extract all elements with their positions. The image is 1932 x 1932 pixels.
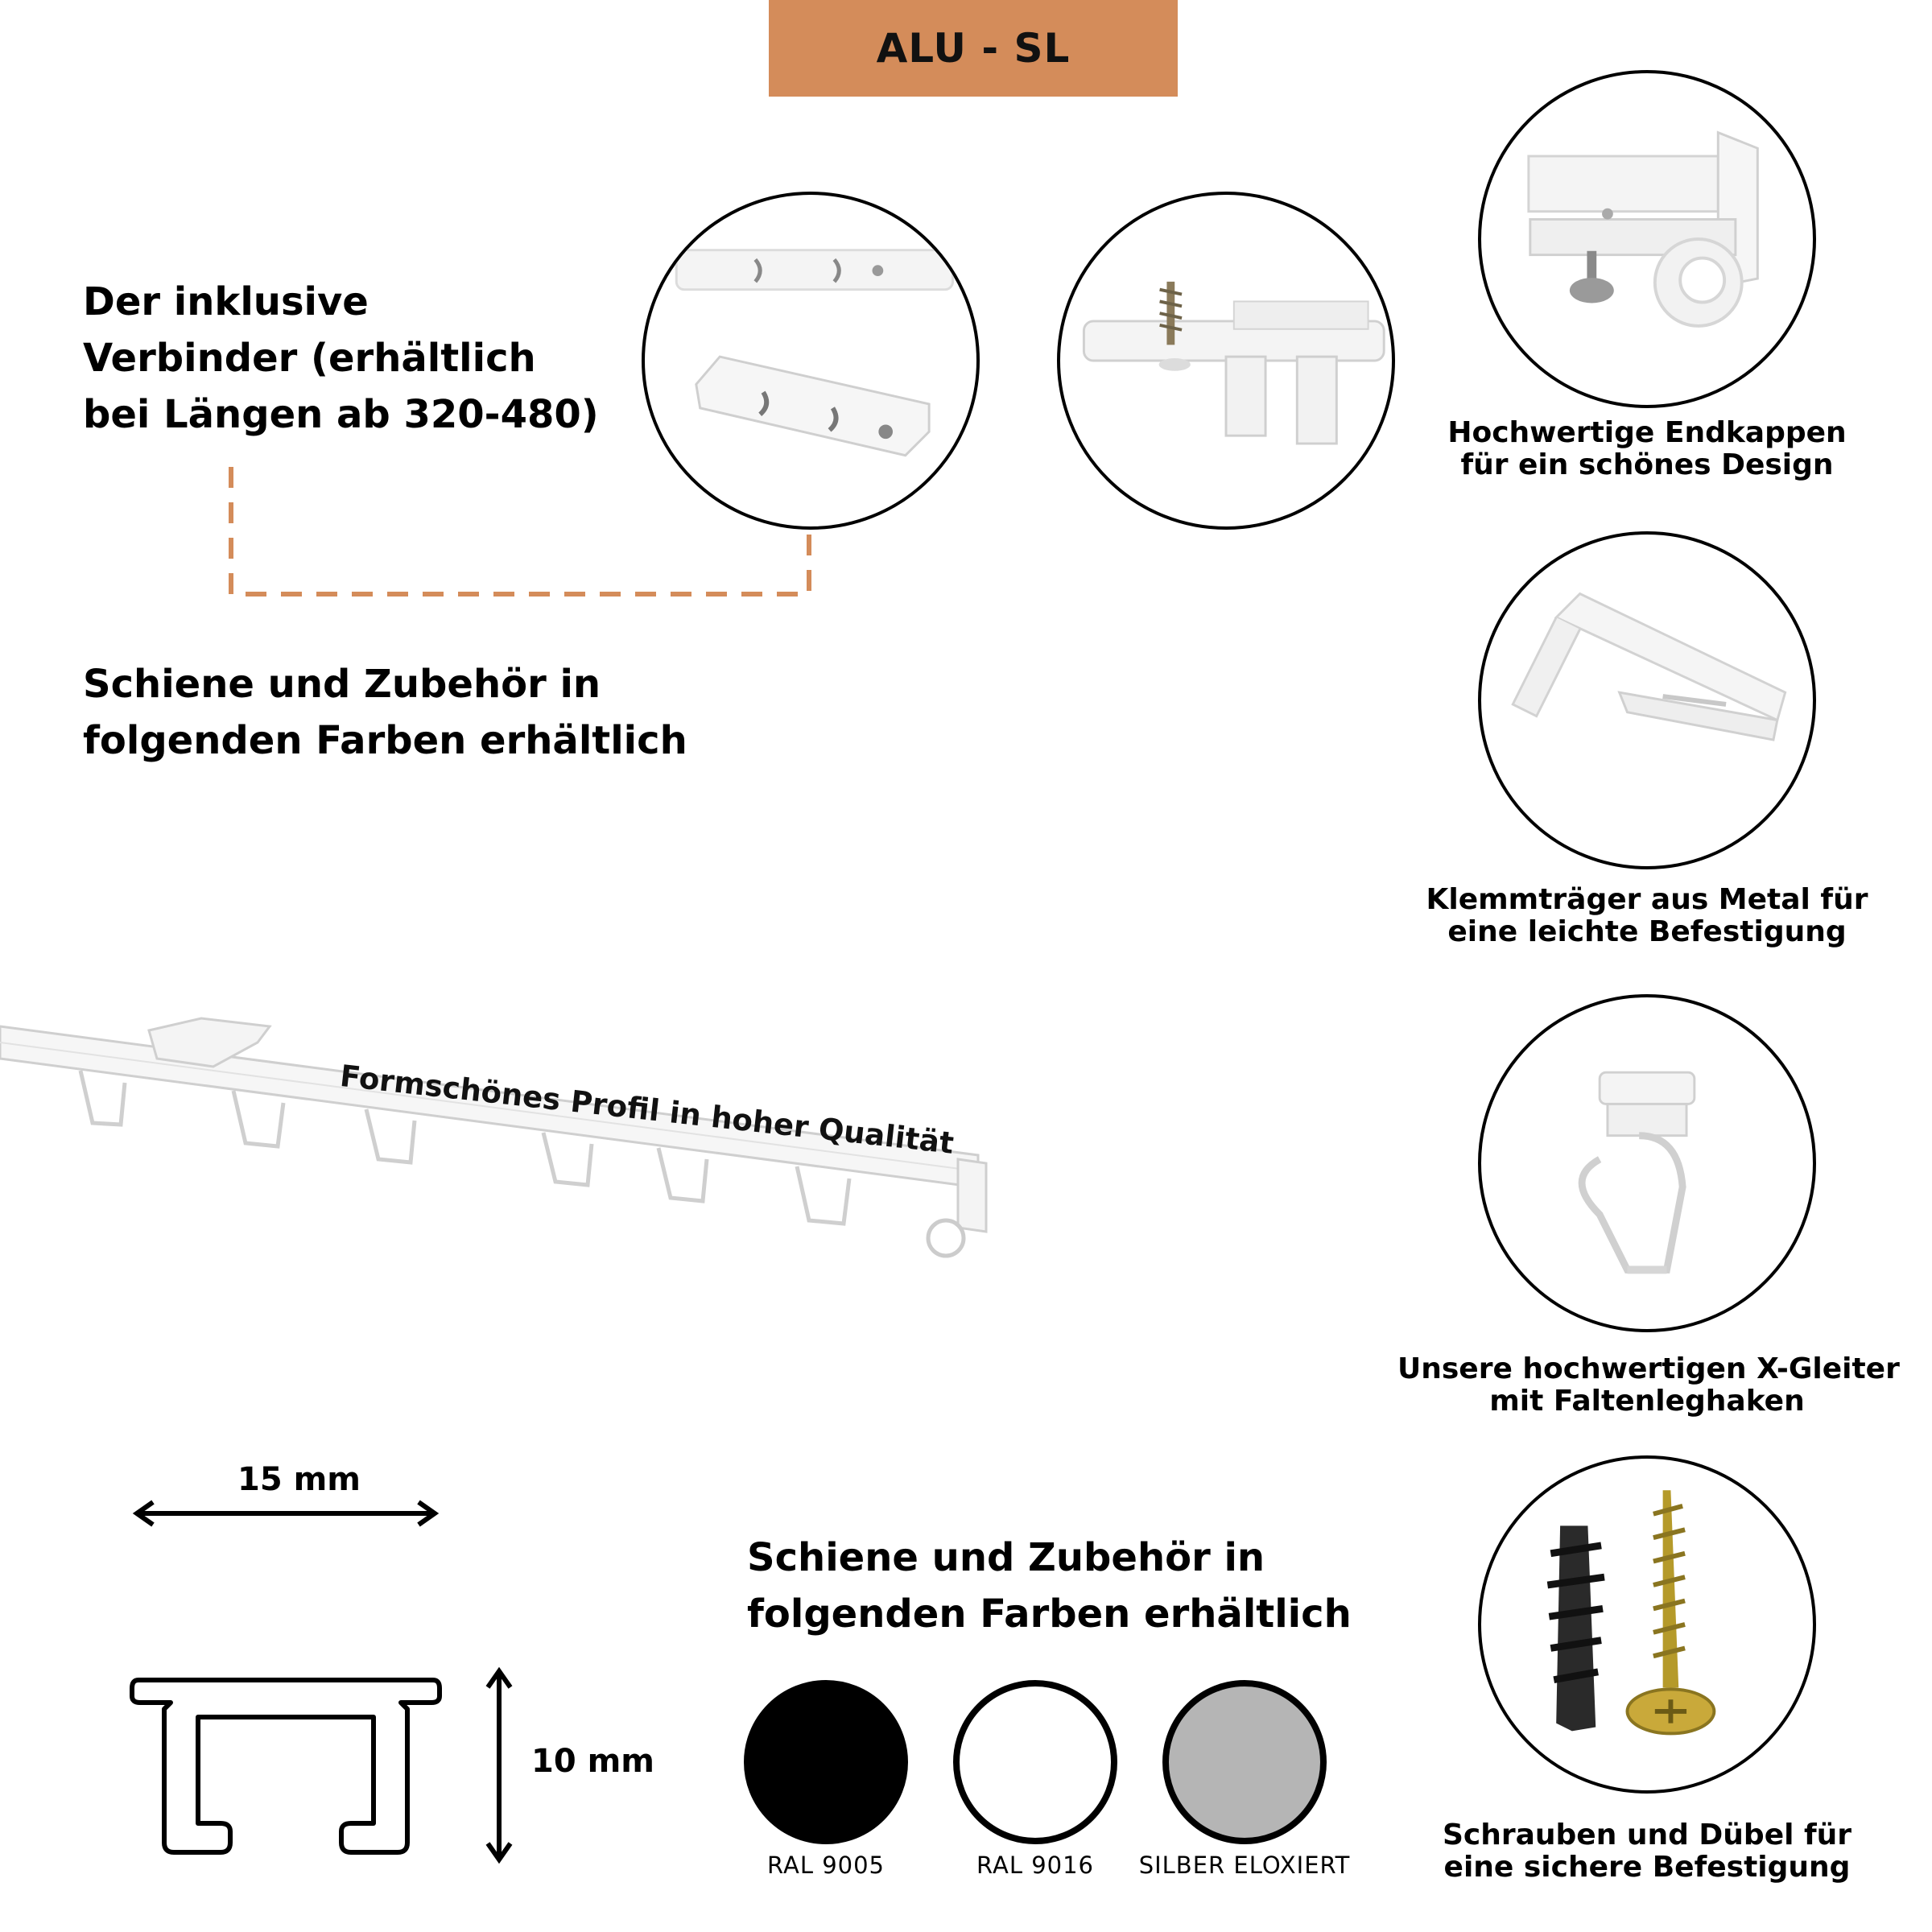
colors-heading-bottom-line2: folgenden Farben erhältlich (747, 1591, 1352, 1637)
connector-plate-icon (645, 195, 976, 526)
feature-caption-1 (1414, 417, 1880, 481)
connector-note-line1: Der inklusive (83, 279, 369, 324)
end-cap-circle (1478, 70, 1816, 408)
feature-caption-3 (1397, 1352, 1900, 1418)
feature-1-line1: Hochwertige Endkappen (1447, 416, 1847, 449)
connector-note (83, 274, 599, 443)
colors-heading-bottom-line1: Schiene und Zubehör in (747, 1535, 1265, 1580)
banner-title: ALU - SL (876, 25, 1071, 72)
feature-4-line2: eine sichere Befestigung (1443, 1851, 1851, 1884)
feature-caption-4 (1414, 1819, 1880, 1884)
connector-note-line3: bei Längen ab 320-480) (83, 392, 599, 437)
swatch-black (744, 1680, 908, 1844)
mounting-clip-circle (1057, 192, 1395, 530)
feature-4-line1: Schrauben und Dübel für (1442, 1818, 1852, 1852)
feature-3-line1: Unsere hochwertigen X-Gleiter (1397, 1352, 1900, 1385)
swatch-white (953, 1680, 1117, 1844)
feature-2-line2: eine leichte Befestigung (1447, 915, 1847, 948)
colors-heading-top-line1: Schiene und Zubehör in (83, 662, 601, 707)
dimension-height-label: 10 mm (531, 1743, 654, 1780)
clamp-bracket-circle (1478, 531, 1816, 869)
rail-illustration (0, 998, 990, 1304)
height-arrow-icon (483, 1665, 515, 1866)
swatch-label-silver: SILBER ELOXIERT (1138, 1852, 1351, 1879)
glider-hook-circle (1478, 994, 1816, 1332)
feature-2-line1: Klemmträger aus Metal für (1426, 883, 1868, 916)
feature-1-line2: für ein schönes Design (1460, 448, 1834, 481)
width-arrow-icon (129, 1497, 443, 1530)
screw-dowel-circle (1478, 1455, 1816, 1794)
colors-heading-bottom (747, 1530, 1352, 1642)
swatch-silver (1162, 1680, 1327, 1844)
connector-note-line2: Verbinder (erhältlich (83, 336, 536, 381)
feature-caption-2 (1414, 884, 1880, 948)
connector-image-circle (642, 192, 980, 530)
colors-heading-top-line2: folgenden Farben erhältlich (83, 718, 687, 763)
screw-dowel-icon (1481, 1459, 1813, 1790)
feature-3-line2: mit Faltenleghaken (1489, 1385, 1805, 1418)
glider-hook-icon (1481, 997, 1813, 1329)
clamp-bracket-icon (1481, 535, 1813, 866)
rail-profile-icon (129, 1670, 443, 1864)
swatch-label-white: RAL 9016 (976, 1852, 1094, 1879)
swatch-label-black: RAL 9005 (767, 1852, 885, 1879)
profile-label: Formschönes Profil in hoher Qualität (338, 1059, 956, 1161)
colors-heading-top (83, 656, 687, 769)
end-cap-icon (1481, 73, 1813, 405)
dimension-width-label: 15 mm (237, 1461, 361, 1498)
mounting-clip-icon (1060, 195, 1392, 526)
title-banner (769, 0, 1178, 97)
